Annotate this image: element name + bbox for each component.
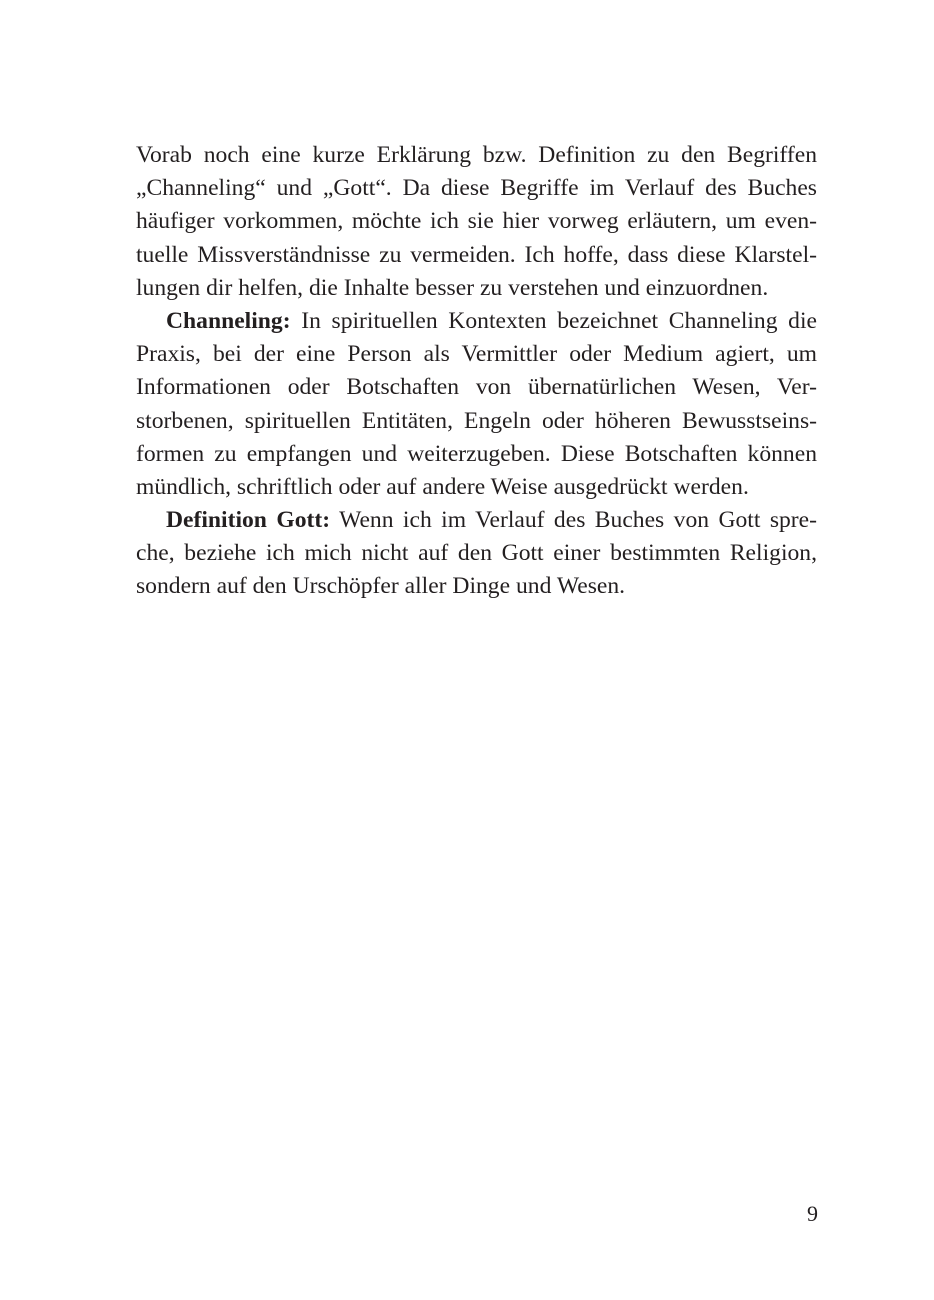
page-number: 9 xyxy=(807,1201,818,1226)
term-channeling: Channeling: xyxy=(166,307,291,334)
text-line xyxy=(136,504,817,537)
paragraph-intro xyxy=(136,139,817,305)
paragraph-channeling xyxy=(136,305,817,504)
text-line: Vorab noch eine kurze Erklärung bzw. Definition zu den Begriffen xyxy=(136,142,817,168)
text-line: „Channeling“ und „Gott“. Da diese Begriffe im Verlauf des Buches xyxy=(136,175,817,202)
text-line: mündlich, schriftlich oder auf andere Weise ausgedrückt werden. xyxy=(136,473,749,500)
paragraph-definition-gott xyxy=(136,504,817,604)
text-line: tuelle Missverständnisse zu vermeiden. Ich hoffe, dass diese Klarstel- xyxy=(136,241,817,268)
body-text xyxy=(136,139,817,604)
text-line: sondern auf den Urschöpfer aller Dinge und Wesen. xyxy=(136,573,626,600)
text-line: che, beziehe ich mich nicht auf den Gott einer bestimmten Religion, xyxy=(136,540,817,567)
text-line: häufiger vorkommen, möchte ich sie hier vorweg erläutern, um even- xyxy=(136,208,817,235)
text-line: Praxis, bei der eine Person als Vermittler oder Medium agiert, um xyxy=(136,341,817,368)
text-line: formen zu empfangen und weiterzugeben. Diese Botschaften können xyxy=(136,440,817,467)
term-definition-gott: Definition Gott: xyxy=(166,507,331,534)
text-line: storbenen, spirituellen Entitäten, Engeln oder höheren Bewusstseins- xyxy=(136,407,817,434)
text-line: Informationen oder Botschaften von übernatürlichen Wesen, Ver- xyxy=(136,374,817,401)
text-line-rest: In spirituellen Kontexten bezeichnet Channeling die xyxy=(290,307,817,334)
text-line xyxy=(136,305,817,338)
text-line-rest: Wenn ich im Verlauf des Buches von Gott spre- xyxy=(330,507,817,534)
text-line: lungen dir helfen, die Inhalte besser zu verstehen und einzuordnen. xyxy=(136,274,769,301)
